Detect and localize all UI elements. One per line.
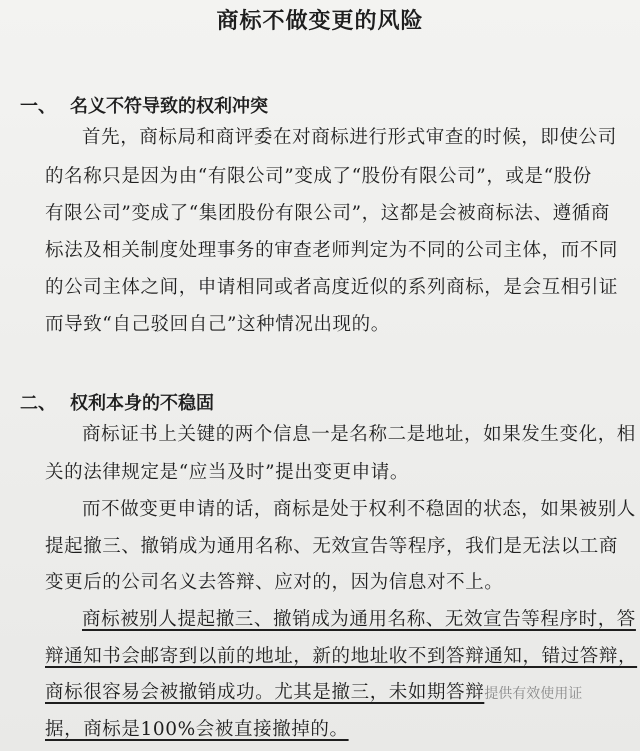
underlined-line: 据，商标是100%会被直接撤掉的。 — [45, 719, 349, 740]
paragraph-line: 标法及相关制度处理事务的审查老师判定为不同的公司主体，而不同 — [45, 240, 619, 261]
paragraph-line: 商标证书上关键的两个信息一是名称二是地址，如果发生变化，相 — [82, 424, 636, 445]
paragraph-line: 关的法律规定是“应当及时”提出变更申请。 — [45, 462, 409, 483]
section-title: 权利本身的不稳固 — [70, 393, 214, 414]
section-title: 名义不符导致的权利冲突 — [70, 96, 268, 117]
underlined-line: 辩通知书会邮寄到以前的地址，新的地址收不到答辩通知，错过答辩， — [45, 646, 638, 667]
paragraph-line: 变更后的公司名义去答辩、应对的，因为信息对不上。 — [45, 572, 504, 593]
section-heading-1 — [20, 92, 268, 118]
underlined-line-with-overlay — [45, 682, 582, 705]
faded-text: 提供有效使用证 — [484, 686, 583, 702]
paragraph-line: 的名称只是因为由“有限公司”变成了“股份有限公司”，或是“股份 — [45, 166, 592, 187]
paragraph-line: 的公司主体之间，申请相同或者高度近似的系列商标，是会互相引证 — [45, 277, 619, 298]
paragraph-line: 首先，商标局和商评委在对商标进行形式审查的时候，即使公司 — [82, 127, 617, 148]
paragraph-line: 有限公司”变成了“集团股份有限公司”，这都是会被商标法、遵循商 — [45, 203, 610, 224]
paragraph-line: 提起撤三、撤销成为通用名称、无效宣告等程序，我们是无法以工商 — [45, 536, 619, 557]
section-number: 二、 — [20, 393, 56, 414]
underlined-text: 商标很容易会被撤销成功。尤其是撤三，未如期答辩 — [45, 682, 485, 703]
section-number: 一、 — [20, 96, 56, 117]
underlined-line: 商标被别人提起撤三、撤销成为通用名称、无效宣告等程序时，答 — [82, 609, 636, 630]
section-heading-2 — [20, 389, 214, 415]
paragraph-line: 而导致“自己驳回自己”这种情况出现的。 — [45, 314, 390, 335]
paragraph-line: 而不做变更申请的话，商标是处于权利不稳固的状态，如果被别人 — [82, 499, 636, 520]
document-title: 商标不做变更的风险 — [216, 8, 424, 34]
